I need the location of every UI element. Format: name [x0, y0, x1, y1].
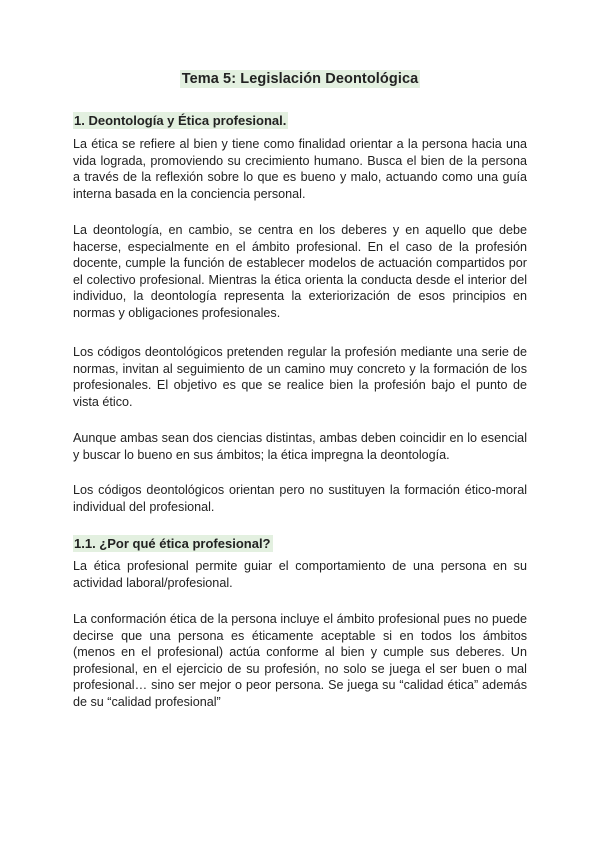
paragraph-etica: La ética se refiere al bien y tiene como finalidad orientar a la persona hacia una vida lograda, promoviendo su crecimiento humano. Busca el bien de la persona a través de la reflexión sobre lo que es bueno y malo, actuando como una guía interna basada en la conciencia personal.	[73, 137, 527, 201]
paragraph-orientan: Los códigos deontológicos orientan pero no sustituyen la formación ético-moral individual del profesional.	[73, 483, 527, 514]
paragraph-ciencias: Aunque ambas sean dos ciencias distintas, ambas deben coincidir en lo esencial y buscar lo bueno en sus ámbitos; la ética impregna la deontología.	[73, 431, 527, 462]
paragraph-deontologia: La deontología, en cambio, se centra en los deberes y en aquello que debe hacerse, especialmente en el ámbito profesional. En el caso de la profesión docente, cumple la función de establecer modelos de actuación compartidos por el colectivo profesional. Mientras la ética orienta la conducta desde el interior del individuo, la deontología representa la exteriorización de esos principios en normas y obligaciones profesionales.	[73, 223, 527, 320]
paragraph-guiar: La ética profesional permite guiar el comportamiento de una persona en su actividad laboral/profesional.	[73, 559, 527, 590]
paragraph-conformacion: La conformación ética de la persona incluye el ámbito profesional pues no puede decirse que una persona es éticamente aceptable si en todos los ámbitos (menos en el profesional) actúa conforme al bien y cumple sus deberes. Un profesional, en el ejercicio de su profesión, no solo se juega el ser buen o mal profesional… sino ser mejor o peor persona. Se juega su “calidad ética” además de su “calidad profesional”	[73, 612, 527, 709]
page-title: Tema 5: Legislación Deontológica	[181, 71, 419, 87]
title-container	[0, 70, 600, 88]
paragraph-codigos: Los códigos deontológicos pretenden regular la profesión mediante una serie de normas, invitan al seguimiento de un camino muy concreto y la formación de los profesionales. El objetivo es que se realice bien la profesión bajo el punto de vista ético.	[73, 345, 527, 409]
section-heading-por-que: 1.1. ¿Por qué ética profesional?	[74, 536, 271, 551]
section-heading-deontologia: 1. Deontología y Ética profesional.	[74, 113, 287, 128]
